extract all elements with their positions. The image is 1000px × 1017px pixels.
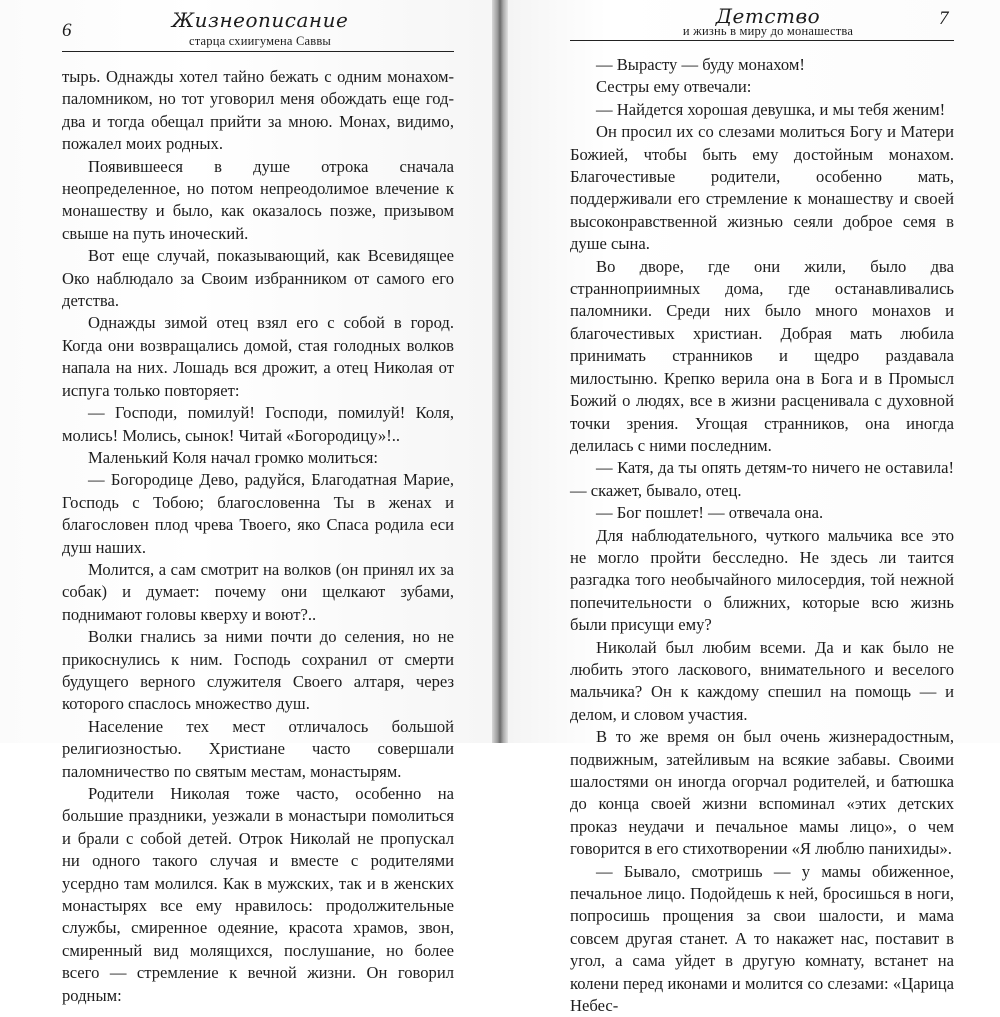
- paragraph: Появившееся в душе отрока сначала неопределенное, но потом непреодолимое влечение к монашеству и было, как оказалось позже, призывом свыше на путь иноческий.: [62, 156, 454, 243]
- paragraph: Для наблюдательного, чуткого мальчика все это не могло пройти бесследно. Не здесь ли таится разгадка того необычайного милосердия, той нежной попечительности о ближних, которые всю жизнь были присущи ему?: [570, 525, 954, 635]
- paragraph: Однажды зимой отец взял его с собой в город. Когда они возвращались домой, стая голодных волков напала на них. Лошадь вся дрожит, а отец Николая от испуга только повторяет:: [62, 313, 454, 400]
- paragraph: — Богородице Дево, радуйся, Благодатная Марие, Господь с Тобою; благословенна Ты в женах и благословен плод чрева Твоего, яко Спаса родила еси душ наших.: [62, 470, 454, 557]
- right-page: [508, 0, 1000, 1016]
- paragraph: Во дворе, где они жили, было два странноприимных дома, где останавливались паломники. Среди них было много монахов и благочестивых христиан. Добрая мать любила принимать странников и щедро раздавала милостыню. Крепко верила она в Бога и в Промысл Божий о людях, все в жизни расценивала с духовной точки зрения. Угощая странников, она иногда делилась с ними последним.: [570, 256, 954, 455]
- left-page: [0, 0, 492, 1005]
- paragraph: Николай был любим всеми. Да и как было не любить этого ласкового, внимательного и веселого мальчика? Он к каждому спешил на помощь — и делом, и словом участия.: [570, 637, 954, 724]
- paragraph: тырь. Однажды хотел тайно бежать с одним монахом-паломником, но тот уговорил меня обождать еще год-два и тогда обещал прийти за мною. Монах, видимо, пожалел моих родных.: [62, 67, 454, 154]
- paragraph: Он просил их со слезами молиться Богу и Матери Божией, чтобы быть ему достойным монахом. Благочестивые родители, особенно мать, поддерживали его стремление к монашеству и своей высоконравственной жизнью сеяли доброе семя в душе сына.: [570, 122, 954, 254]
- paragraph: — Бог пошлет! — отвечала она.: [596, 503, 824, 523]
- paragraph: В то же время он был очень жизнерадостным, подвижным, затейливым на всякие забавы. Своими шалостями он иногда огорчал родителей, и батюшка до конца своей жизни вспоминал «этих детских проказ неудачи и печальное мамы лицо», о чем говорится в его стихотворении «Я люблю панихиды».: [570, 727, 954, 859]
- body-text: [570, 54, 954, 1017]
- running-subtitle: и жизнь в миру до монашества: [682, 24, 854, 38]
- paragraph: Население тех мест отличалось большой религиозностью. Христиане часто совершали паломничество по святым местам, монастырям.: [62, 716, 454, 781]
- running-subtitle: старца схиигумена Саввы: [188, 34, 332, 48]
- paragraph: — Вырасту — буду монахом!: [596, 55, 805, 74]
- running-title: Жизнеописание: [171, 8, 349, 32]
- body-text: [62, 66, 454, 1007]
- paragraph: Родители Николая тоже часто, особенно на большие праздники, уезжали в монастыри помолиться и брали с собой детей. Отрок Николай не пропускал ни одного такого случая и вместе с родителями усердно там молился. Как в мужских, так и в женских монастырях все ему нравилось: продолжительные службы, смиренное одеяние, красота храмов, звон, смиренный вид молящихся, послушание, но более всего — стремление к вечной жизни. Он говорил родным:: [62, 784, 454, 1005]
- header-rule: [570, 40, 954, 41]
- paragraph: — Бывало, смотришь — у мамы обиженное, печальное лицо. Подойдешь к ней, бросишься в ноги, попросишь прощения за свои шалости, и мама совсем другая станет. А то накажет нас, поставит в угол, а сама уйдет в другую комнату, встанет на колени перед иконами и молится со слезами: «Царица Небес-: [570, 861, 954, 1016]
- paragraph: — Катя, да ты опять детям-то ничего не оставила! — скажет, бывало, отец.: [570, 458, 954, 500]
- paragraph: Молится, а сам смотрит на волков (он принял их за собак) и думает: почему они щелкают зубами, поднимают головы кверху и воют?..: [62, 559, 454, 624]
- running-title: Детство: [715, 4, 821, 28]
- paragraph: — Найдется хорошая девушка, и мы тебя женим!: [596, 99, 946, 119]
- page-number: 7: [939, 8, 949, 29]
- page-number: 6: [62, 20, 72, 41]
- header-rule: [62, 51, 454, 52]
- book-gutter: [492, 0, 508, 743]
- paragraph: Волки гнались за ними почти до селения, но не прикоснулись к ним. Господь сохранил от смерти будущего верного служителя Своего алтаря, через которого спаслось множество душ.: [62, 627, 454, 714]
- paragraph: Маленький Коля начал громко молиться:: [88, 447, 378, 467]
- paragraph: — Господи, помилуй! Господи, помилуй! Коля, молись! Молись, сынок! Читай «Богородицу»!..: [62, 403, 454, 445]
- paragraph: Сестры ему отвечали:: [596, 77, 752, 97]
- paragraph: Вот еще случай, показывающий, как Всевидящее Око наблюдало за Своим избранником от самого его детства.: [62, 246, 454, 311]
